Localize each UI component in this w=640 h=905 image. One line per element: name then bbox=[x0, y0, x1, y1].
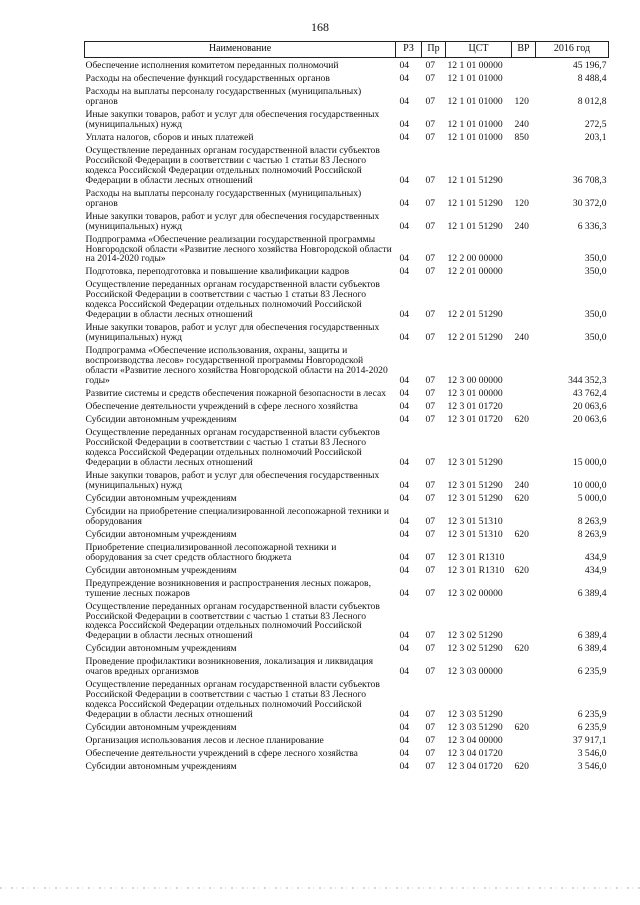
cell-sum: 350,0 bbox=[584, 332, 607, 344]
table-row bbox=[85, 746, 609, 759]
cell-pr: 07 bbox=[425, 456, 436, 468]
cell-pr: 07 bbox=[425, 492, 436, 504]
cell-vr bbox=[512, 576, 536, 599]
table-row bbox=[85, 540, 609, 563]
column-header-vr: ВР bbox=[512, 42, 536, 58]
cell-sum: 8 012,8 bbox=[577, 95, 607, 107]
cell-sum: 3 546,0 bbox=[577, 748, 607, 760]
cell-name: Обеспечение деятельности учреждений в сфере лесного хозяйства bbox=[85, 748, 358, 760]
cell-vr: 620 bbox=[514, 414, 529, 426]
cell-cst: 12 3 03 00000 bbox=[447, 666, 503, 678]
cell-name: Субсидии автономным учреждениям bbox=[85, 761, 237, 773]
cell-rz: 04 bbox=[399, 564, 410, 576]
cell-name: Организация использования лесов и лесное планирование bbox=[85, 735, 324, 747]
cell-name: Осуществление переданных органам государственной власти субъектов Российской Федерации в соответствии с частью 1 статьи 83 Лесного кодекса Российской Федерации отдельных полномочий Российской Федерации в области лесных отношений bbox=[85, 144, 380, 186]
cell-pr: 07 bbox=[425, 414, 436, 426]
cell-cst: 12 1 01 01000 bbox=[447, 72, 503, 84]
cell-pr: 07 bbox=[425, 528, 436, 540]
cell-name: Субсидии автономным учреждениям bbox=[85, 722, 237, 734]
cell-sum: 8 263,9 bbox=[577, 515, 607, 527]
cell-rz: 04 bbox=[399, 131, 410, 143]
cell-name: Субсидии автономным учреждениям bbox=[85, 492, 237, 504]
cell-sum: 3 546,0 bbox=[577, 761, 607, 773]
table-row bbox=[85, 130, 609, 143]
cell-rz: 04 bbox=[399, 388, 410, 400]
cell-vr bbox=[512, 232, 536, 265]
cell-rz: 04 bbox=[399, 709, 410, 721]
cell-sum: 8 488,4 bbox=[577, 72, 607, 84]
cell-name: Осуществление переданных органам государственной власти субъектов Российской Федерации в соответствии с частью 1 статьи 83 Лесного кодекса Российской Федерации отдельных полномочий Российской Федерации в области лесных отношений bbox=[85, 679, 380, 721]
cell-cst: 12 3 01 51290 bbox=[447, 492, 503, 504]
table-row bbox=[85, 654, 609, 677]
cell-name: Субсидии автономным учреждениям bbox=[85, 528, 237, 540]
cell-vr: 120 bbox=[514, 95, 529, 107]
table-row bbox=[85, 720, 609, 733]
table-row bbox=[85, 277, 609, 320]
table-row bbox=[85, 232, 609, 265]
scan-edge-artifact bbox=[0, 887, 640, 889]
cell-pr: 07 bbox=[425, 564, 436, 576]
table-row bbox=[85, 320, 609, 343]
cell-cst: 12 1 01 00000 bbox=[447, 60, 503, 71]
cell-sum: 6 389,4 bbox=[577, 587, 607, 599]
table-row bbox=[85, 759, 609, 772]
cell-pr: 07 bbox=[425, 630, 436, 642]
cell-vr: 620 bbox=[514, 564, 529, 576]
cell-rz: 04 bbox=[399, 174, 410, 186]
cell-sum: 344 352,3 bbox=[568, 375, 607, 387]
column-header-name: Наименование bbox=[85, 42, 396, 58]
cell-vr: 240 bbox=[514, 118, 529, 130]
cell-pr: 07 bbox=[425, 709, 436, 721]
cell-pr: 07 bbox=[425, 735, 436, 747]
cell-cst: 12 3 01 51310 bbox=[447, 528, 503, 540]
table-body bbox=[85, 58, 609, 773]
table-row bbox=[85, 599, 609, 642]
cell-pr: 07 bbox=[425, 220, 436, 232]
cell-pr: 07 bbox=[425, 551, 436, 563]
cell-cst: 12 3 01 51310 bbox=[447, 515, 503, 527]
table-row bbox=[85, 733, 609, 746]
cell-name: Приобретение специализированной лесопожарной техники и оборудования за счет средств областного бюджета bbox=[85, 541, 337, 563]
cell-vr bbox=[512, 677, 536, 720]
table-row bbox=[85, 425, 609, 468]
cell-sum: 6 235,9 bbox=[577, 722, 607, 734]
cell-sum: 20 063,6 bbox=[572, 414, 607, 426]
table-header-row bbox=[85, 42, 609, 58]
table-row bbox=[85, 504, 609, 527]
cell-name: Обеспечение исполнения комитетом переданных полномочий bbox=[85, 60, 339, 71]
page-number: 168 bbox=[311, 20, 329, 34]
cell-sum: 6 235,9 bbox=[577, 709, 607, 721]
table-row bbox=[85, 386, 609, 399]
cell-pr: 07 bbox=[425, 72, 436, 84]
cell-sum: 20 063,6 bbox=[572, 401, 607, 413]
cell-name: Иные закупки товаров, работ и услуг для обеспечения государственных (муниципальных) нужд bbox=[85, 210, 380, 232]
cell-vr bbox=[512, 71, 536, 84]
cell-rz: 04 bbox=[399, 220, 410, 232]
cell-sum: 6 389,4 bbox=[577, 643, 607, 655]
column-header-sum: 2016 год bbox=[536, 42, 609, 58]
cell-sum: 6 389,4 bbox=[577, 630, 607, 642]
cell-vr bbox=[512, 386, 536, 399]
cell-pr: 07 bbox=[425, 266, 436, 278]
cell-vr bbox=[512, 733, 536, 746]
cell-sum: 15 000,0 bbox=[572, 456, 607, 468]
cell-pr: 07 bbox=[425, 375, 436, 387]
cell-sum: 434,9 bbox=[584, 564, 607, 576]
table-row bbox=[85, 527, 609, 540]
cell-rz: 04 bbox=[399, 375, 410, 387]
cell-cst: 12 3 02 00000 bbox=[447, 587, 503, 599]
table-row bbox=[85, 641, 609, 654]
cell-pr: 07 bbox=[425, 587, 436, 599]
cell-rz: 04 bbox=[399, 309, 410, 321]
cell-cst: 12 2 01 51290 bbox=[447, 309, 503, 321]
cell-name: Субсидии автономным учреждениям bbox=[85, 643, 237, 655]
table-row bbox=[85, 264, 609, 277]
cell-pr: 07 bbox=[425, 309, 436, 321]
cell-rz: 04 bbox=[399, 414, 410, 426]
table-row bbox=[85, 399, 609, 412]
cell-name: Осуществление переданных органам государственной власти субъектов Российской Федерации в соответствии с частью 1 статьи 83 Лесного кодекса Российской Федерации отдельных полномочий Российской Федерации в области лесных отношений bbox=[85, 600, 380, 642]
cell-pr: 07 bbox=[425, 515, 436, 527]
table-row bbox=[85, 576, 609, 599]
cell-vr bbox=[512, 540, 536, 563]
cell-pr: 07 bbox=[425, 253, 436, 265]
cell-name: Иные закупки товаров, работ и услуг для обеспечения государственных (муниципальных) нужд bbox=[85, 108, 380, 130]
cell-sum: 37 917,1 bbox=[572, 735, 607, 747]
cell-pr: 07 bbox=[425, 197, 436, 209]
cell-cst: 12 1 01 01000 bbox=[447, 95, 503, 107]
cell-rz: 04 bbox=[399, 266, 410, 278]
cell-cst: 12 3 04 00000 bbox=[447, 735, 503, 747]
cell-vr: 120 bbox=[514, 197, 529, 209]
cell-vr bbox=[512, 746, 536, 759]
cell-vr bbox=[512, 58, 536, 71]
cell-sum: 203,1 bbox=[584, 131, 607, 143]
cell-name: Расходы на выплаты персоналу государственных (муниципальных) органов bbox=[85, 85, 362, 107]
cell-cst: 12 3 01 00000 bbox=[447, 388, 503, 400]
cell-rz: 04 bbox=[399, 332, 410, 344]
cell-sum: 30 372,0 bbox=[572, 197, 607, 209]
cell-vr bbox=[512, 504, 536, 527]
cell-rz: 04 bbox=[399, 551, 410, 563]
cell-vr: 620 bbox=[514, 643, 529, 655]
cell-vr: 620 bbox=[514, 528, 529, 540]
cell-pr: 07 bbox=[425, 479, 436, 491]
cell-rz: 04 bbox=[399, 748, 410, 760]
cell-cst: 12 1 01 51290 bbox=[447, 174, 503, 186]
cell-vr bbox=[512, 264, 536, 277]
cell-pr: 07 bbox=[425, 748, 436, 760]
cell-vr bbox=[512, 654, 536, 677]
cell-name: Проведение профилактики возникновения, локализация и ликвидация очагов вредных организмов bbox=[85, 656, 374, 678]
cell-rz: 04 bbox=[399, 253, 410, 265]
cell-rz: 04 bbox=[399, 197, 410, 209]
cell-pr: 07 bbox=[425, 388, 436, 400]
cell-name: Обеспечение деятельности учреждений в сфере лесного хозяйства bbox=[85, 401, 358, 413]
cell-rz: 04 bbox=[399, 666, 410, 678]
column-header-rz: РЗ bbox=[396, 42, 422, 58]
cell-sum: 6 336,3 bbox=[577, 220, 607, 232]
table-row bbox=[85, 563, 609, 576]
cell-vr bbox=[512, 143, 536, 186]
cell-vr: 240 bbox=[514, 479, 529, 491]
cell-name: Осуществление переданных органам государственной власти субъектов Российской Федерации в соответствии с частью 1 статьи 83 Лесного кодекса Российской Федерации отдельных полномочий Российской Федерации в области лесных отношений bbox=[85, 427, 380, 468]
cell-name: Расходы на обеспечение функций государственных органов bbox=[85, 72, 330, 84]
table-row bbox=[85, 468, 609, 491]
cell-vr: 620 bbox=[514, 492, 529, 504]
cell-cst: 12 3 02 51290 bbox=[447, 630, 503, 642]
cell-name: Подпрограмма «Обеспечение реализации государственной программы Новгородской области «Развитие лесного хозяйства Новгородской области на 2014-2020 годы» bbox=[85, 233, 392, 265]
table-row bbox=[85, 677, 609, 720]
cell-cst: 12 3 03 51290 bbox=[447, 722, 503, 734]
cell-vr bbox=[512, 425, 536, 468]
cell-rz: 04 bbox=[399, 95, 410, 107]
cell-cst: 12 1 01 51290 bbox=[447, 197, 503, 209]
cell-cst: 12 1 01 01000 bbox=[447, 118, 503, 130]
cell-vr: 620 bbox=[514, 761, 529, 773]
cell-rz: 04 bbox=[399, 761, 410, 773]
cell-cst: 12 3 02 51290 bbox=[447, 643, 503, 655]
table-row bbox=[85, 107, 609, 130]
cell-name: Подготовка, переподготовка и повышение квалификации кадров bbox=[85, 266, 350, 278]
cell-sum: 350,0 bbox=[584, 309, 607, 321]
cell-name: Субсидии на приобретение специализированной лесопожарной техники и оборудования bbox=[85, 505, 389, 527]
cell-pr: 07 bbox=[425, 60, 436, 71]
cell-name: Уплата налогов, сборов и иных платежей bbox=[85, 131, 254, 143]
cell-rz: 04 bbox=[399, 630, 410, 642]
cell-cst: 12 3 04 01720 bbox=[447, 761, 503, 773]
cell-pr: 07 bbox=[425, 666, 436, 678]
budget-table bbox=[84, 41, 609, 772]
table-row bbox=[85, 491, 609, 504]
cell-rz: 04 bbox=[399, 515, 410, 527]
cell-vr bbox=[512, 599, 536, 642]
table-row bbox=[85, 186, 609, 209]
table-row bbox=[85, 343, 609, 386]
cell-sum: 350,0 bbox=[584, 253, 607, 265]
cell-pr: 07 bbox=[425, 332, 436, 344]
cell-rz: 04 bbox=[399, 492, 410, 504]
table-row bbox=[85, 84, 609, 107]
table-row bbox=[85, 209, 609, 232]
cell-cst: 12 2 00 00000 bbox=[447, 253, 503, 265]
cell-vr: 240 bbox=[514, 332, 529, 344]
cell-vr: 620 bbox=[514, 722, 529, 734]
cell-rz: 04 bbox=[399, 118, 410, 130]
cell-sum: 272,5 bbox=[584, 118, 607, 130]
cell-rz: 04 bbox=[399, 643, 410, 655]
cell-sum: 434,9 bbox=[584, 551, 607, 563]
table-row bbox=[85, 412, 609, 425]
cell-vr: 240 bbox=[514, 220, 529, 232]
cell-cst: 12 3 01 51290 bbox=[447, 479, 503, 491]
cell-name: Развитие системы и средств обеспечения пожарной безопасности в лесах bbox=[85, 388, 387, 400]
cell-name: Предупреждение возникновения и распространения лесных пожаров, тушение лесных пожаров bbox=[85, 577, 371, 599]
cell-cst: 12 1 01 01000 bbox=[447, 131, 503, 143]
cell-rz: 04 bbox=[399, 401, 410, 413]
cell-rz: 04 bbox=[399, 479, 410, 491]
cell-cst: 12 2 01 00000 bbox=[447, 266, 503, 278]
cell-sum: 6 235,9 bbox=[577, 666, 607, 678]
cell-rz: 04 bbox=[399, 735, 410, 747]
cell-sum: 43 762,4 bbox=[572, 388, 607, 400]
cell-sum: 45 196,7 bbox=[572, 60, 607, 71]
cell-cst: 12 3 04 01720 bbox=[447, 748, 503, 760]
cell-name: Иные закупки товаров, работ и услуг для обеспечения государственных (муниципальных) нужд bbox=[85, 469, 380, 491]
cell-pr: 07 bbox=[425, 643, 436, 655]
cell-name: Осуществление переданных органам государственной власти субъектов Российской Федерации в соответствии с частью 1 статьи 83 Лесного кодекса Российской Федерации отдельных полномочий Российской Федерации в области лесных отношений bbox=[85, 279, 380, 321]
cell-pr: 07 bbox=[425, 95, 436, 107]
cell-pr: 07 bbox=[425, 131, 436, 143]
cell-rz: 04 bbox=[399, 722, 410, 734]
cell-rz: 04 bbox=[399, 456, 410, 468]
cell-cst: 12 3 01 01720 bbox=[447, 401, 503, 413]
cell-vr: 850 bbox=[514, 131, 529, 143]
cell-sum: 8 263,9 bbox=[577, 528, 607, 540]
cell-cst: 12 3 01 R1310 bbox=[447, 564, 505, 576]
cell-pr: 07 bbox=[425, 761, 436, 773]
column-header-cst: ЦСТ bbox=[446, 42, 512, 58]
cell-pr: 07 bbox=[425, 722, 436, 734]
cell-vr bbox=[512, 343, 536, 386]
cell-cst: 12 3 01 R1310 bbox=[447, 551, 505, 563]
cell-cst: 12 3 01 01720 bbox=[447, 414, 503, 426]
column-header-pr: Пр bbox=[422, 42, 446, 58]
cell-sum: 350,0 bbox=[584, 266, 607, 278]
cell-name: Субсидии автономным учреждениям bbox=[85, 564, 237, 576]
cell-vr bbox=[512, 277, 536, 320]
cell-cst: 12 3 00 00000 bbox=[447, 375, 503, 387]
cell-cst: 12 3 03 51290 bbox=[447, 709, 503, 721]
cell-pr: 07 bbox=[425, 174, 436, 186]
table-row bbox=[85, 58, 609, 71]
cell-rz: 04 bbox=[399, 528, 410, 540]
cell-rz: 04 bbox=[399, 72, 410, 84]
cell-name: Расходы на выплаты персоналу государственных (муниципальных) органов bbox=[85, 187, 362, 209]
cell-name: Субсидии автономным учреждениям bbox=[85, 414, 237, 426]
cell-cst: 12 1 01 51290 bbox=[447, 220, 503, 232]
cell-sum: 36 708,3 bbox=[572, 174, 607, 186]
table-row bbox=[85, 143, 609, 186]
cell-cst: 12 2 01 51290 bbox=[447, 332, 503, 344]
cell-pr: 07 bbox=[425, 401, 436, 413]
cell-pr: 07 bbox=[425, 118, 436, 130]
cell-sum: 10 000,0 bbox=[572, 479, 607, 491]
cell-cst: 12 3 01 51290 bbox=[447, 456, 503, 468]
cell-name: Иные закупки товаров, работ и услуг для обеспечения государственных (муниципальных) нужд bbox=[85, 322, 380, 344]
table-row bbox=[85, 71, 609, 84]
cell-vr bbox=[512, 399, 536, 412]
cell-rz: 04 bbox=[399, 60, 410, 71]
cell-sum: 5 000,0 bbox=[577, 492, 607, 504]
cell-name: Подпрограмма «Обеспечение использования, охраны, защиты и воспроизводства лесов» государственной программы Новгородской области «Развитие лесного хозяйства Новгородской области на 2014-2020 годы» bbox=[85, 345, 388, 387]
cell-rz: 04 bbox=[399, 587, 410, 599]
